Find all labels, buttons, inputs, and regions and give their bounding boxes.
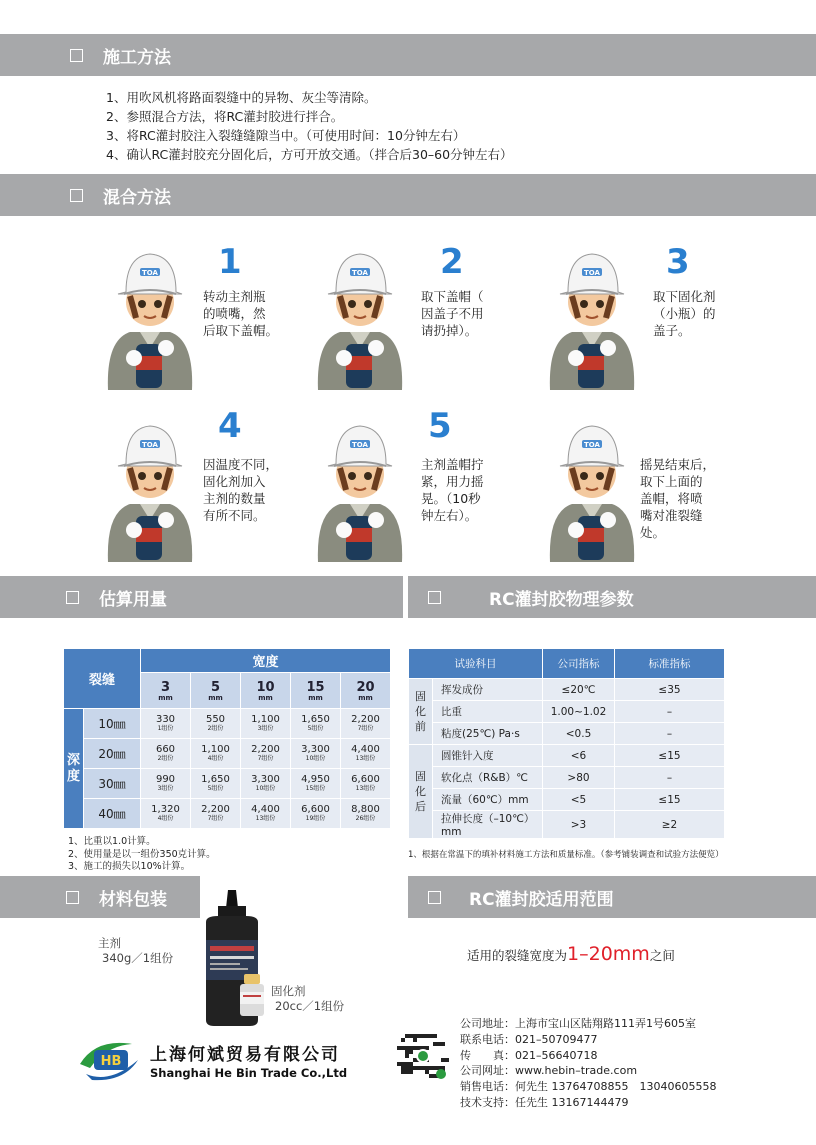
construction-step: 3、将RC灌封胶注入裂缝缝隙当中。（可使用时间：10分钟左右）: [106, 128, 466, 143]
physical-note: 1、根据在常温下的填补材料施工方法和质量标准。（参考铺装调查和试验方法便览）: [408, 850, 724, 860]
qr-code-image: [397, 1030, 449, 1082]
usage-cell: 3,300 10组份: [241, 769, 291, 799]
test-item: 比重: [433, 701, 543, 723]
worker-illustration: [100, 412, 200, 562]
square-icon: [428, 891, 441, 904]
usage-cell: 2,200 7组份: [241, 739, 291, 769]
worker-illustration: [100, 240, 200, 390]
width-value: 3 mm: [141, 673, 191, 709]
scope-prefix: 适用的裂缝宽度为: [467, 948, 568, 963]
worker-illustration: [310, 240, 410, 390]
section-title: 材料包装: [99, 889, 167, 910]
contact-address: 公司地址：上海市宝山区陆翔路111弄1号605室: [460, 1017, 696, 1030]
table-row: [64, 769, 391, 799]
table-row: [409, 723, 725, 745]
group-label: 固 化 后: [409, 745, 433, 839]
usage-cell: 3,300 10组份: [291, 739, 341, 769]
square-icon: [66, 591, 79, 604]
test-item: 粘度(25℃) Pa·s: [433, 723, 543, 745]
svg-text:TOA: TOA: [352, 441, 368, 449]
table-row: [64, 799, 391, 829]
step-text: 主剂盖帽拧 紧，用力摇 晃。（10秒 钟左右）。: [421, 457, 484, 523]
header-test-item: 试验科目: [409, 649, 543, 679]
step-number: 5: [428, 406, 452, 446]
section-bar-construction: [0, 34, 816, 76]
section-bar-physical: [408, 576, 816, 618]
contact-support: 技术支持：任先生 13167144479: [460, 1095, 629, 1109]
construction-step: 4、确认RC灌封胶充分固化后，方可开放交通。（拌合后30–60分钟左右）: [106, 147, 513, 162]
usage-cell: 660 2组份: [141, 739, 191, 769]
standard-value: ≤15: [615, 745, 725, 767]
depth-value: 40㎜: [84, 799, 141, 829]
scope-highlight: 1–20mm: [567, 943, 650, 965]
width-value: 15 mm: [291, 673, 341, 709]
contact-fax: 传 真：021–56640718: [460, 1048, 598, 1062]
hardener-name: 固化剂: [271, 984, 306, 998]
main-agent-amount: 340g／1组份: [102, 951, 174, 965]
crack-header: 裂缝: [64, 649, 141, 709]
table-row: [409, 701, 725, 723]
width-value: 20 mm: [341, 673, 391, 709]
step-number: 1: [218, 242, 242, 282]
table-row: [64, 739, 391, 769]
main-agent-name: 主剂: [98, 936, 121, 950]
standard-value: ≤35: [615, 679, 725, 701]
construction-step: 2、参照混合方法，将RC灌封胶进行拌合。: [106, 109, 344, 124]
section-title: 混合方法: [103, 187, 171, 208]
hardener-label: [271, 984, 344, 1014]
usage-cell: 1,100 4组份: [191, 739, 241, 769]
usage-cell: 550 2组份: [191, 709, 241, 739]
step-number: 3: [666, 242, 690, 282]
depth-header: 深 度: [64, 709, 84, 829]
step-text: 因温度不同， 固化剂加入 主剂的数量 有所不同。: [203, 457, 279, 523]
standard-value: ≤15: [615, 789, 725, 811]
company-value: <5: [543, 789, 615, 811]
company-value: <6: [543, 745, 615, 767]
depth-value: 20㎜: [84, 739, 141, 769]
usage-cell: 4,950 15组份: [291, 769, 341, 799]
estimate-note: 2、使用量是以一组份350克计算。: [68, 848, 216, 860]
usage-cell: 4,400 13组份: [341, 739, 391, 769]
table-row: [409, 679, 725, 701]
svg-text:TOA: TOA: [584, 441, 600, 449]
section-bar-packaging: [0, 876, 200, 918]
usage-cell: 990 3组份: [141, 769, 191, 799]
test-item: 流量（60℃）mm: [433, 789, 543, 811]
estimate-table: [63, 648, 391, 829]
usage-cell: 2,200 7组份: [191, 799, 241, 829]
usage-cell: 6,600 13组份: [341, 769, 391, 799]
step-number: 2: [440, 242, 464, 282]
company-logo-icon: [76, 1034, 144, 1086]
square-icon: [66, 891, 79, 904]
company-name-cn: 上海何斌贸易有限公司: [150, 1045, 340, 1065]
construction-step: 1、用吹风机将路面裂缝中的异物、灰尘等清除。: [106, 90, 377, 105]
square-icon: [70, 189, 83, 202]
logo-text: HB: [100, 1054, 122, 1069]
construction-steps: [106, 88, 513, 164]
company-value: ≤20℃: [543, 679, 615, 701]
section-title: RC灌封胶适用范围: [469, 889, 614, 910]
table-row: [409, 811, 725, 839]
usage-cell: 4,400 13组份: [241, 799, 291, 829]
usage-cell: 1,320 4组份: [141, 799, 191, 829]
step-text: 转动主剂瓶 的喷嘴，然 后取下盖帽。: [203, 289, 279, 338]
section-bar-mixing: [0, 174, 816, 216]
company-value: >80: [543, 767, 615, 789]
usage-cell: 1,650 5组份: [191, 769, 241, 799]
width-value: 10 mm: [241, 673, 291, 709]
usage-cell: 1,650 5组份: [291, 709, 341, 739]
step-text: 取下盖帽（ 因盖子不用 请扔掉）。: [421, 289, 484, 338]
step-number: 4: [218, 406, 242, 446]
section-title: 施工方法: [103, 47, 171, 68]
scope-suffix: 之间: [649, 948, 675, 963]
company-logo-area: [72, 1018, 372, 1118]
contact-phone: 联系电话：021–50709477: [460, 1032, 598, 1046]
svg-text:TOA: TOA: [584, 269, 600, 277]
step-text: 摇晃结束后， 取下上面的 盖帽，将喷 嘴对准裂缝 处。: [640, 457, 716, 540]
header-standard: 标准指标: [615, 649, 725, 679]
depth-value: 30㎜: [84, 769, 141, 799]
contact-info: [460, 1016, 716, 1111]
square-icon: [428, 591, 441, 604]
worker-illustration: [310, 412, 410, 562]
test-item: 拉伸长度（–10℃）mm: [433, 811, 543, 839]
usage-cell: 2,200 7组份: [341, 709, 391, 739]
table-row: [409, 767, 725, 789]
estimate-note: 3、施工的损失以10%计算。: [68, 861, 191, 872]
main-agent-label: [98, 936, 173, 966]
square-icon: [70, 49, 83, 62]
scope-text: [467, 943, 675, 965]
depth-value: 10㎜: [84, 709, 141, 739]
test-item: 挥发成份: [433, 679, 543, 701]
section-title: 估算用量: [99, 589, 167, 610]
contact-sales: 销售电话：何先生 13764708855 13040605558: [460, 1080, 717, 1094]
usage-cell: 8,800 26组份: [341, 799, 391, 829]
step-text: 取下固化剂 （小瓶）的 盖子。: [653, 289, 716, 338]
standard-value: –: [615, 701, 725, 723]
company-name-en: Shanghai He Bin Trade Co.,Ltd: [150, 1066, 348, 1080]
table-row: [64, 709, 391, 739]
usage-cell: 1,100 3组份: [241, 709, 291, 739]
standard-value: ≥2: [615, 811, 725, 839]
hardener-amount: 20cc／1组份: [275, 999, 345, 1013]
estimate-note: 1、比重以1.0计算。: [68, 836, 156, 847]
worker-illustration: [542, 412, 642, 562]
section-bar-scope: [408, 876, 816, 918]
test-item: 圆锥针入度: [433, 745, 543, 767]
width-header: 宽度: [141, 649, 391, 673]
table-row: [409, 789, 725, 811]
svg-text:TOA: TOA: [142, 269, 158, 277]
worker-illustration: [542, 240, 642, 390]
test-item: 软化点（R&B）℃: [433, 767, 543, 789]
svg-text:TOA: TOA: [352, 269, 368, 277]
standard-value: –: [615, 723, 725, 745]
company-value: 1.00~1.02: [543, 701, 615, 723]
width-value: 5 mm: [191, 673, 241, 709]
hardener-bottle-image: [236, 972, 268, 1018]
section-title: RC灌封胶物理参数: [489, 589, 634, 610]
contact-website[interactable]: 公司网址：www.hebin–trade.com: [460, 1064, 638, 1078]
usage-cell: 330 1组份: [141, 709, 191, 739]
section-bar-estimate: [0, 576, 403, 618]
group-label: 固 化 前: [409, 679, 433, 745]
usage-cell: 6,600 19组份: [291, 799, 341, 829]
company-value: >3: [543, 811, 615, 839]
svg-text:TOA: TOA: [142, 441, 158, 449]
estimate-notes: [68, 836, 216, 874]
physical-table: [408, 648, 725, 839]
company-value: <0.5: [543, 723, 615, 745]
header-company: 公司指标: [543, 649, 615, 679]
standard-value: –: [615, 767, 725, 789]
table-row: [409, 745, 725, 767]
